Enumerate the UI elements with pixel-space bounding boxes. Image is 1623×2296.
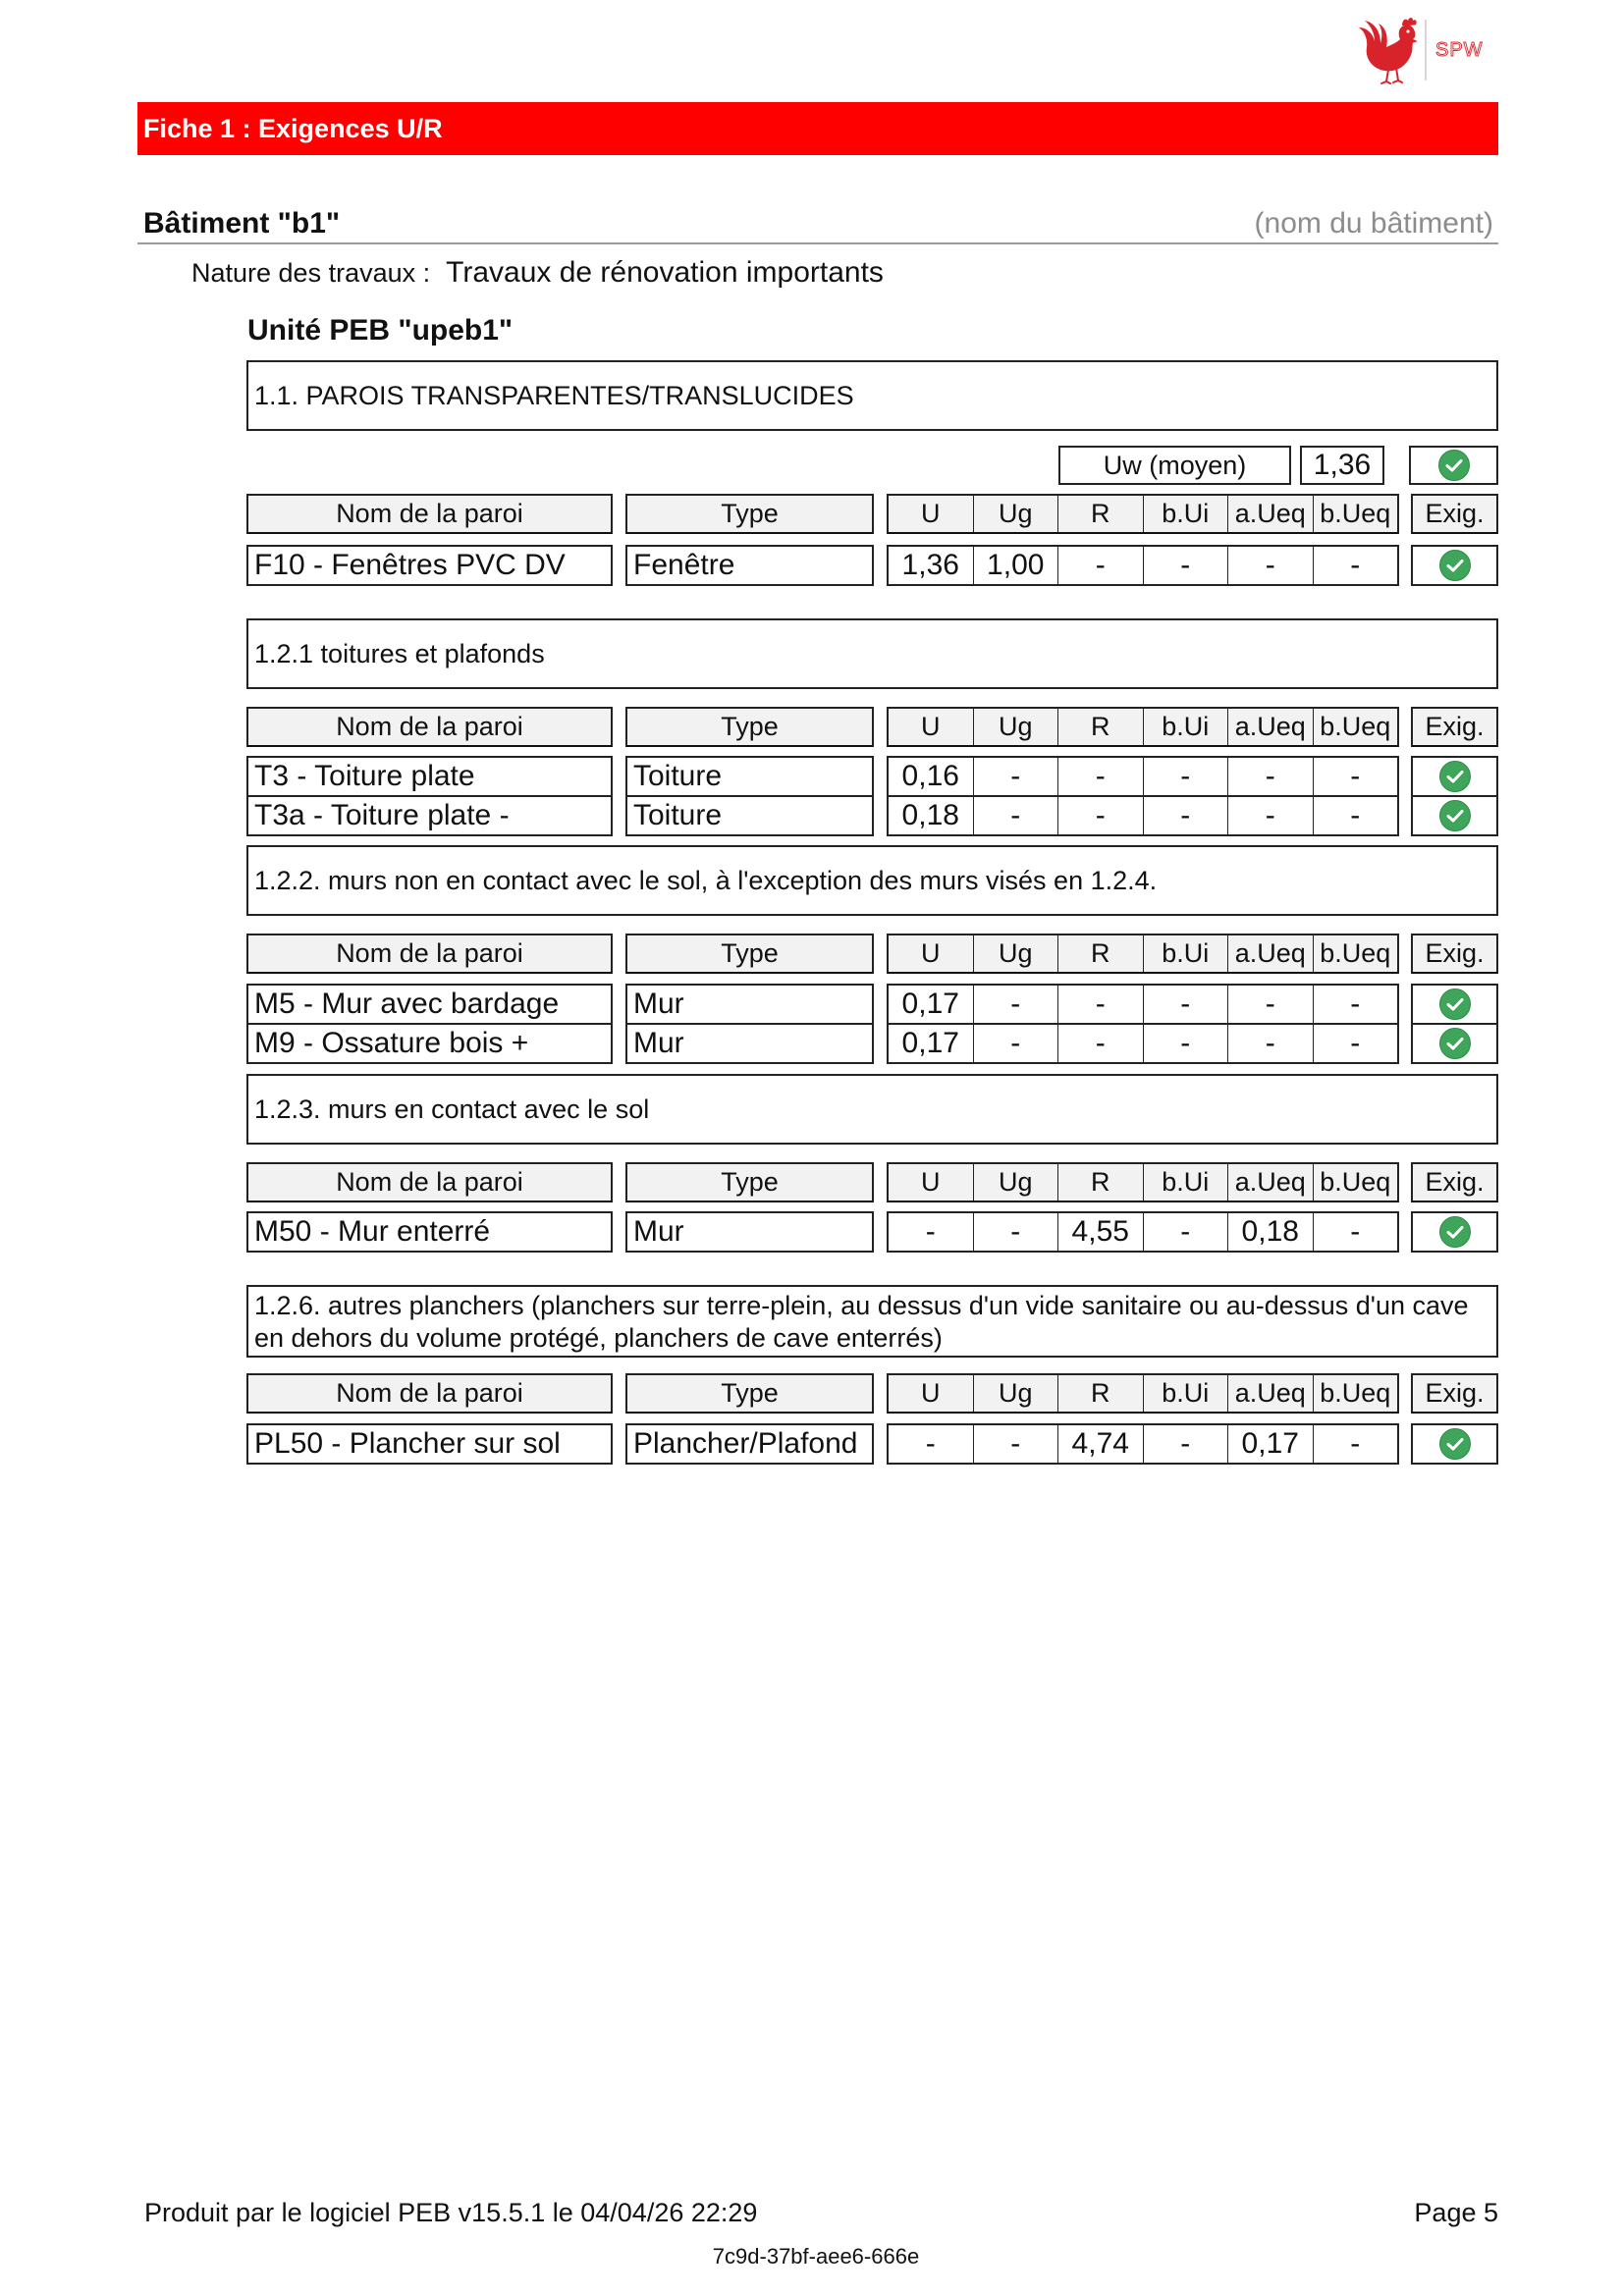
wall-name: T3a - Toiture plate - (246, 795, 613, 836)
column-header-name: Nom de la paroi (246, 494, 613, 534)
column-header-aueq: a.Ueq (1228, 709, 1314, 745)
uw-summary-row (246, 446, 1498, 485)
wall-values (887, 545, 1399, 586)
requirement-status (1411, 1023, 1498, 1064)
column-header-aueq: a.Ueq (1228, 496, 1314, 532)
uw-average-label: Uw (moyen) (1058, 446, 1291, 485)
value-aueq: 0,18 (1228, 1213, 1314, 1251)
column-header-r: R (1058, 709, 1144, 745)
value-bui: - (1144, 547, 1229, 584)
column-header-values (887, 494, 1399, 534)
wall-type: Toiture (625, 795, 874, 836)
value-bueq: - (1350, 1215, 1361, 1248)
column-header-ug: Ug (974, 1164, 1059, 1201)
value-ug: - (974, 1213, 1059, 1251)
table-row (246, 984, 1498, 1025)
value-u: - (889, 1425, 974, 1463)
table-row (246, 1423, 1498, 1465)
works-value: Travaux de rénovation importants (446, 256, 884, 289)
table-row (246, 1023, 1498, 1064)
value-ug: - (974, 797, 1059, 834)
value-ug: - (974, 1425, 1059, 1463)
column-header-u: U (889, 709, 974, 745)
value-aueq: - (1228, 547, 1314, 584)
logo-text: SPW (1435, 39, 1484, 61)
column-header-name: Nom de la paroi (246, 934, 613, 974)
spw-logo (1355, 12, 1497, 86)
wall-values (887, 795, 1399, 836)
column-header-u: U (889, 1164, 974, 1201)
column-header-bueq: b.Ueq (1320, 1167, 1391, 1197)
table-row (246, 1211, 1498, 1253)
value-bui: - (1144, 1025, 1229, 1062)
column-header-row (246, 494, 1498, 534)
column-header-ug: Ug (974, 496, 1059, 532)
table-row (246, 795, 1498, 836)
wall-type: Fenêtre (625, 545, 874, 586)
value-ug: - (974, 986, 1059, 1023)
column-header-bueq: b.Ueq (1320, 1378, 1391, 1408)
value-bui: - (1144, 797, 1229, 834)
column-header-aueq: a.Ueq (1228, 1375, 1314, 1412)
requirement-status (1411, 1423, 1498, 1465)
document-hash: 7c9d-37bf-aee6-666e (712, 2244, 920, 2269)
column-header-values (887, 1162, 1399, 1202)
wall-type: Toiture (625, 756, 874, 797)
value-bui: - (1144, 1425, 1229, 1463)
column-header-r: R (1058, 935, 1144, 972)
value-r: 4,55 (1058, 1213, 1144, 1251)
column-header-name: Nom de la paroi (246, 707, 613, 747)
column-header-bui: b.Ui (1144, 1164, 1229, 1201)
column-header-bueq: b.Ueq (1320, 938, 1391, 968)
check-icon (1438, 1027, 1472, 1060)
column-header-type: Type (625, 1162, 874, 1202)
wall-values (887, 1423, 1399, 1465)
column-header-values (887, 1373, 1399, 1414)
section-title: 1.2.3. murs en contact avec le sol (246, 1074, 1498, 1145)
requirement-status (1411, 1211, 1498, 1253)
column-header-r: R (1058, 1164, 1144, 1201)
column-header-type: Type (625, 494, 874, 534)
value-bueq: - (1350, 988, 1361, 1020)
column-header-name: Nom de la paroi (246, 1373, 613, 1414)
column-header-exig: Exig. (1411, 1162, 1498, 1202)
column-header-type: Type (625, 1373, 874, 1414)
column-header-ug: Ug (974, 935, 1059, 972)
value-aueq: - (1228, 986, 1314, 1023)
section-title: 1.2.1 toitures et plafonds (246, 618, 1498, 689)
value-r: - (1058, 1025, 1144, 1062)
value-r: - (1058, 547, 1144, 584)
column-header-u: U (889, 496, 974, 532)
column-header-u: U (889, 1375, 974, 1412)
check-icon (1437, 449, 1471, 482)
column-header-row (246, 1162, 1498, 1202)
column-header-aueq: a.Ueq (1228, 1164, 1314, 1201)
wall-values (887, 756, 1399, 797)
table-row (246, 756, 1498, 797)
value-u: 0,16 (889, 758, 974, 795)
value-ug: - (974, 758, 1059, 795)
value-bueq: - (1350, 760, 1361, 792)
value-ug: 1,00 (974, 547, 1059, 584)
section-title: 1.2.6. autres planchers (planchers sur terre-plein, au dessus d'un vide sanitaire ou au-dessus d'un cave en dehors du volume protégé, planchers de cave enterrés) (246, 1285, 1498, 1358)
requirement-status (1411, 756, 1498, 797)
value-u: 0,17 (889, 1025, 974, 1062)
wall-values (887, 1211, 1399, 1253)
check-icon (1438, 1215, 1472, 1249)
column-header-row (246, 934, 1498, 974)
value-ug: - (974, 1025, 1059, 1062)
unit-title: Unité PEB "upeb1" (247, 314, 514, 347)
value-aueq: - (1228, 797, 1314, 834)
rooster-logo-icon (1359, 18, 1418, 83)
column-header-exig: Exig. (1411, 1373, 1498, 1414)
value-u: - (889, 1213, 974, 1251)
value-bueq: - (1350, 1027, 1361, 1059)
check-icon (1438, 1427, 1472, 1461)
column-header-values (887, 934, 1399, 974)
wall-name: M9 - Ossature bois + (246, 1023, 613, 1064)
column-header-exig: Exig. (1411, 707, 1498, 747)
value-bueq: - (1350, 799, 1361, 831)
column-header-name: Nom de la paroi (246, 1162, 613, 1202)
page-banner: Fiche 1 : Exigences U/R (137, 102, 1498, 155)
wall-name: T3 - Toiture plate (246, 756, 613, 797)
value-u: 0,17 (889, 986, 974, 1023)
footer-produced: Produit par le logiciel PEB v15.5.1 le 04/04/26 22:29 (144, 2198, 758, 2227)
requirement-status (1411, 984, 1498, 1025)
value-u: 1,36 (889, 547, 974, 584)
requirement-status (1411, 545, 1498, 586)
value-r: - (1058, 986, 1144, 1023)
column-header-exig: Exig. (1411, 934, 1498, 974)
wall-type: Mur (625, 1211, 874, 1253)
building-title: Bâtiment "b1" (143, 207, 341, 240)
column-header-row (246, 1373, 1498, 1414)
check-icon (1438, 988, 1472, 1021)
column-header-aueq: a.Ueq (1228, 935, 1314, 972)
value-r: 4,74 (1058, 1425, 1144, 1463)
column-header-exig: Exig. (1411, 494, 1498, 534)
uw-average-value: 1,36 (1300, 446, 1384, 485)
works-label: Nature des travaux : (191, 258, 431, 288)
column-header-r: R (1058, 1375, 1144, 1412)
value-bui: - (1144, 758, 1229, 795)
page-number: Page 5 (1414, 2198, 1498, 2227)
value-bueq: - (1350, 1427, 1361, 1460)
value-r: - (1058, 758, 1144, 795)
section-title: 1.2.2. murs non en contact avec le sol, à l'exception des murs visés en 1.2.4. (246, 845, 1498, 916)
table-row (246, 545, 1498, 586)
wall-type: Mur (625, 1023, 874, 1064)
wall-type: Mur (625, 984, 874, 1025)
wall-name: PL50 - Plancher sur sol (246, 1423, 613, 1465)
value-aueq: - (1228, 758, 1314, 795)
building-underline (137, 242, 1498, 244)
value-aueq: 0,17 (1228, 1425, 1314, 1463)
check-icon (1438, 549, 1472, 582)
wall-values (887, 1023, 1399, 1064)
column-header-ug: Ug (974, 1375, 1059, 1412)
section-title: 1.1. PAROIS TRANSPARENTES/TRANSLUCIDES (246, 360, 1498, 431)
check-icon (1438, 799, 1472, 832)
column-header-ug: Ug (974, 709, 1059, 745)
column-header-bui: b.Ui (1144, 1375, 1229, 1412)
value-bui: - (1144, 986, 1229, 1023)
value-bui: - (1144, 1213, 1229, 1251)
column-header-type: Type (625, 934, 874, 974)
value-r: - (1058, 797, 1144, 834)
value-bueq: - (1350, 549, 1361, 581)
column-header-type: Type (625, 707, 874, 747)
column-header-bueq: b.Ueq (1320, 712, 1391, 741)
column-header-bueq: b.Ueq (1320, 499, 1391, 528)
column-header-bui: b.Ui (1144, 935, 1229, 972)
wall-name: M5 - Mur avec bardage (246, 984, 613, 1025)
value-u: 0,18 (889, 797, 974, 834)
value-aueq: - (1228, 1025, 1314, 1062)
column-header-bui: b.Ui (1144, 496, 1229, 532)
check-icon (1438, 760, 1472, 793)
wall-type: Plancher/Plafond (625, 1423, 874, 1465)
column-header-values (887, 707, 1399, 747)
column-header-r: R (1058, 496, 1144, 532)
works-line (191, 253, 884, 293)
uw-status (1409, 446, 1498, 485)
wall-name: M50 - Mur enterré (246, 1211, 613, 1253)
column-header-row (246, 707, 1498, 747)
column-header-bui: b.Ui (1144, 709, 1229, 745)
column-header-u: U (889, 935, 974, 972)
requirement-status (1411, 795, 1498, 836)
building-name-hint: (nom du bâtiment) (1254, 207, 1493, 240)
wall-values (887, 984, 1399, 1025)
wall-name: F10 - Fenêtres PVC DV (246, 545, 613, 586)
